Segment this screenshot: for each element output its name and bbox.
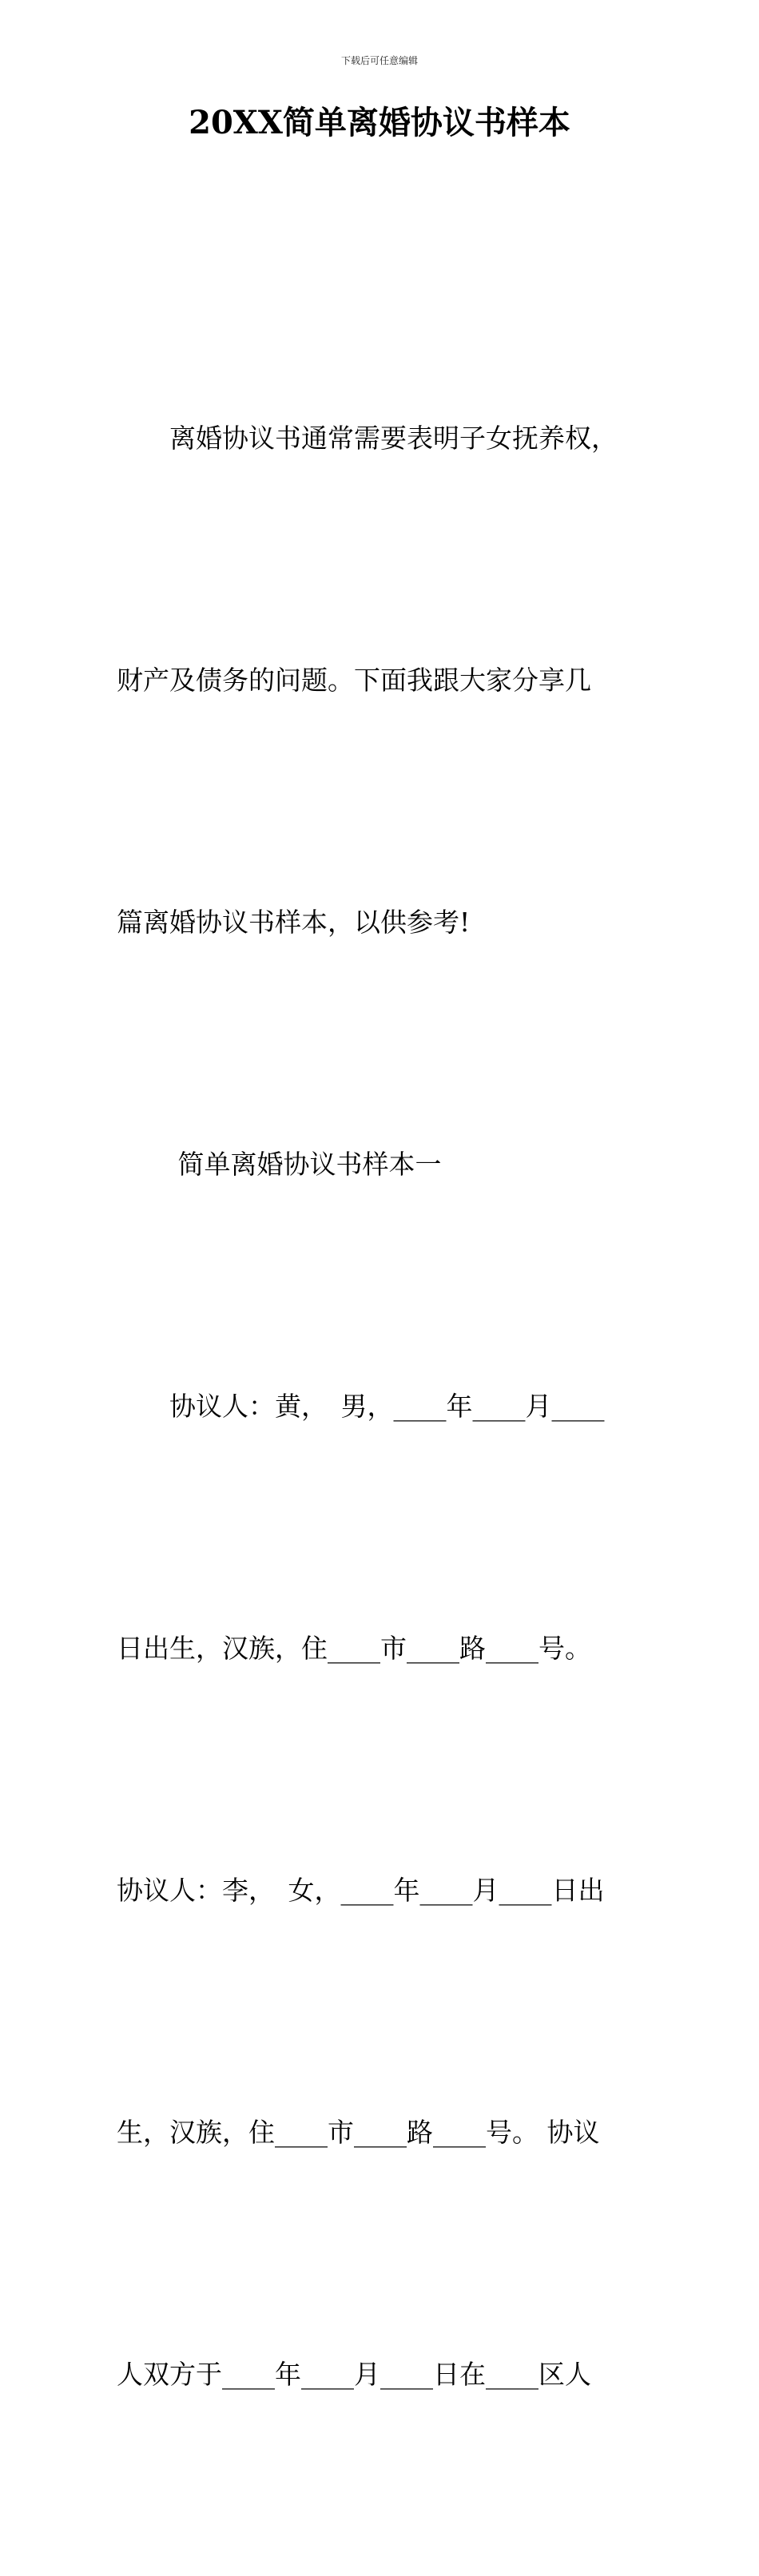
body-line: 协议人：李， 女，____年____月____日出 bbox=[117, 1875, 605, 1906]
document-title: 20XX简单离婚协议书样本 bbox=[189, 104, 570, 141]
body-line: 篇离婚协议书样本，以供参考! bbox=[117, 907, 471, 938]
body-line: 协议人：黄， 男，____年____月____ bbox=[117, 1391, 605, 1422]
body-line: 人双方于____年____月____日在____区人 bbox=[117, 2359, 591, 2390]
body-line: 财产及债务的问题。下面我跟大家分享几 bbox=[117, 665, 591, 696]
body-line: 日出生，汉族，住____市____路____号。 bbox=[117, 1633, 591, 1664]
body-line: 离婚协议书通常需要表明子女抚养权， bbox=[117, 423, 618, 454]
document-body bbox=[117, 236, 644, 2576]
section-heading: 简单离婚协议书样本一 bbox=[117, 1149, 442, 1180]
header-note: 下载后可任意编辑 bbox=[340, 55, 418, 66]
body-line: 生，汉族，住____市____路____号。 协议 bbox=[117, 2117, 600, 2148]
